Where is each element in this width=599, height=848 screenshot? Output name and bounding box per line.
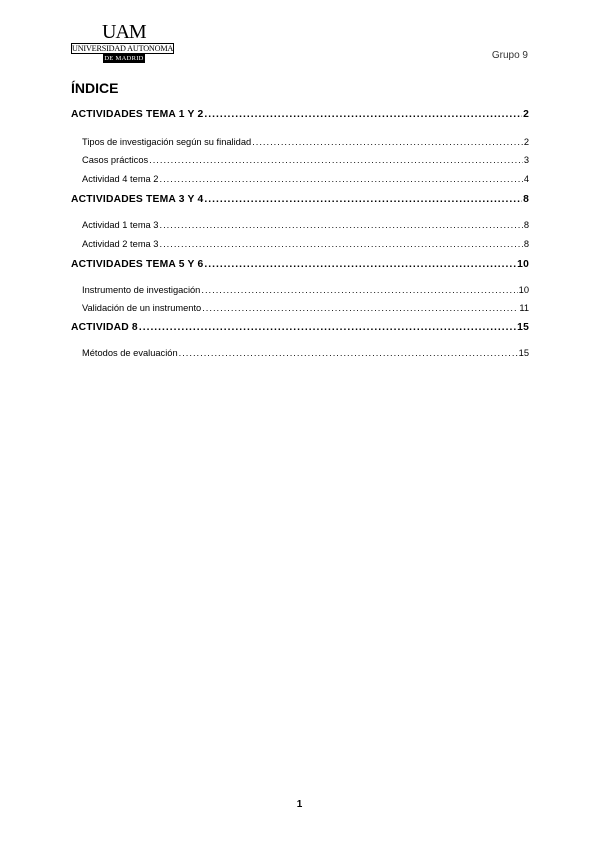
toc-leader xyxy=(179,348,518,358)
toc-entry[interactable] xyxy=(82,174,529,184)
toc-entry[interactable] xyxy=(71,259,529,270)
toc-entry-page: 15 xyxy=(517,322,529,333)
toc-entry-label: Métodos de evaluación xyxy=(82,348,178,358)
toc-leader xyxy=(139,322,516,333)
university-logo xyxy=(71,22,175,64)
toc-entry-page: 15 xyxy=(518,348,529,358)
toc-entry-page: 8 xyxy=(523,194,529,205)
toc-entry-page: 8 xyxy=(523,239,529,249)
toc-entry-label: ACTIVIDAD 8 xyxy=(71,322,138,333)
toc-entry[interactable] xyxy=(71,109,529,120)
toc-entry[interactable] xyxy=(82,220,529,230)
toc-leader xyxy=(159,220,522,230)
toc-entry-label: Instrumento de investigación xyxy=(82,285,201,295)
toc-entry[interactable] xyxy=(82,348,529,358)
toc-entry-label: Tipos de investigación según su finalidad xyxy=(82,137,252,147)
page-number: 1 xyxy=(296,799,303,810)
toc-entry-page: 4 xyxy=(523,174,529,184)
logo-city: DE MADRID xyxy=(104,55,144,62)
toc-entry-label: Validación de un instrumento xyxy=(82,303,202,313)
toc-entry-label: Casos prácticos xyxy=(82,155,149,165)
toc-entry-page: 10 xyxy=(518,285,529,295)
toc-entry[interactable] xyxy=(71,322,529,333)
logo-mark-text: UAM xyxy=(102,21,146,43)
toc-entry-label: ACTIVIDADES TEMA 3 Y 4 xyxy=(71,194,204,205)
toc-leader xyxy=(159,239,522,249)
toc-title: ÍNDICE xyxy=(71,80,119,96)
toc-leader xyxy=(201,285,517,295)
toc-leader xyxy=(149,155,523,165)
toc-entry-label: ACTIVIDADES TEMA 1 Y 2 xyxy=(71,109,204,120)
logo-mark xyxy=(102,22,146,42)
toc-entry-page: 8 xyxy=(523,220,529,230)
toc-entry[interactable] xyxy=(82,239,529,249)
toc-entry[interactable] xyxy=(82,155,529,165)
toc-entry-label: ACTIVIDADES TEMA 5 Y 6 xyxy=(71,259,204,270)
toc-entry-page: 11 xyxy=(519,303,529,313)
toc-entry-page: 10 xyxy=(517,259,529,270)
toc-entry-page: 3 xyxy=(523,155,529,165)
toc-entry-page: 2 xyxy=(523,109,529,120)
toc-leader xyxy=(159,174,522,184)
toc-leader xyxy=(204,259,516,270)
toc-entry[interactable] xyxy=(71,194,529,205)
toc-entry-label: Actividad 2 tema 3 xyxy=(82,239,159,249)
toc-leader xyxy=(204,109,522,120)
toc-entry[interactable] xyxy=(82,303,529,313)
toc-leader xyxy=(252,137,523,147)
logo-university-name: UNIVERSIDAD AUTONOMA xyxy=(72,44,174,53)
toc-entry[interactable] xyxy=(82,137,529,147)
group-label: Grupo 9 xyxy=(491,50,528,61)
toc-leader xyxy=(202,303,518,313)
toc-entry[interactable] xyxy=(82,285,529,295)
toc-entry-label: Actividad 4 tema 2 xyxy=(82,174,159,184)
toc-leader xyxy=(204,194,522,205)
toc-entry-label: Actividad 1 tema 3 xyxy=(82,220,159,230)
toc-entry-page: 2 xyxy=(523,137,529,147)
